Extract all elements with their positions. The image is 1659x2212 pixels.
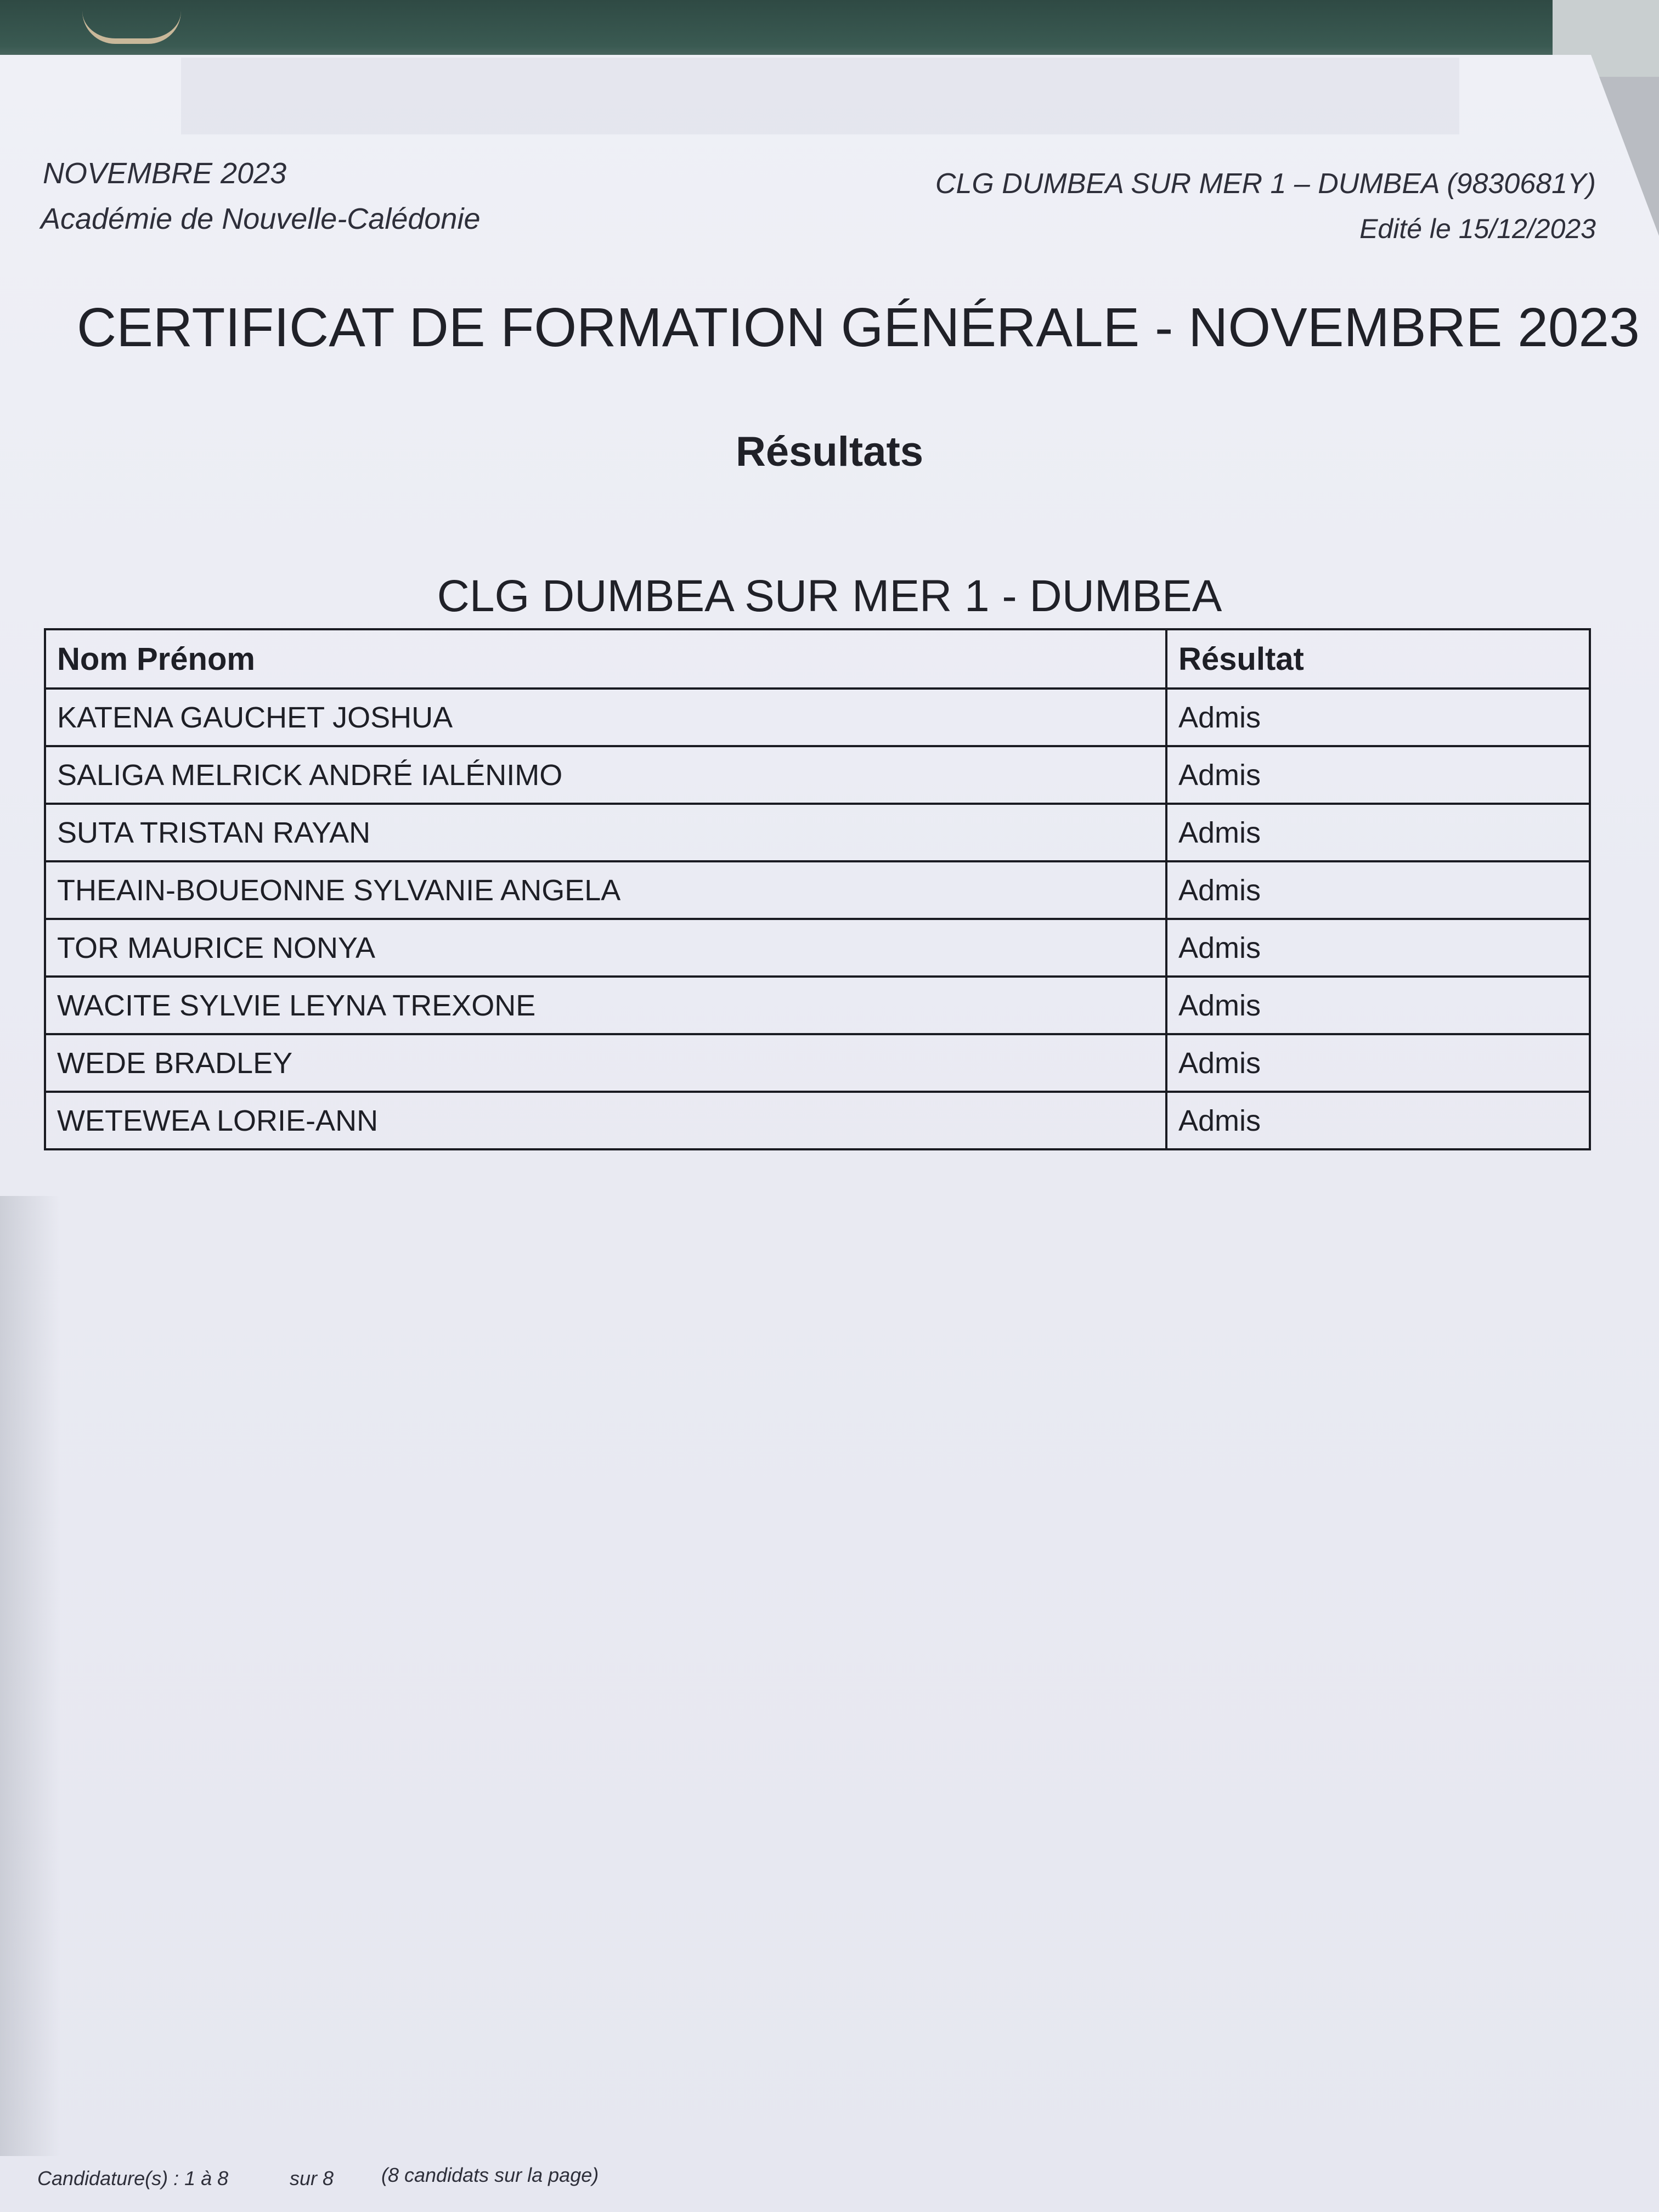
candidate-name: THEAIN-BOUEONNE SYLVANIE ANGELA: [45, 861, 1166, 919]
hanging-string: [82, 0, 181, 44]
candidate-result: Admis: [1166, 804, 1590, 861]
candidate-name: WACITE SYLVIE LEYNA TREXONE: [45, 977, 1166, 1034]
candidate-result: Admis: [1166, 746, 1590, 804]
candidate-result: Admis: [1166, 919, 1590, 977]
table-header-row: [45, 629, 1590, 689]
column-header-result: Résultat: [1166, 629, 1590, 689]
column-header-name: Nom Prénom: [45, 629, 1166, 689]
header-academy: Académie de Nouvelle-Calédonie: [41, 202, 481, 235]
table-row: [45, 1034, 1590, 1092]
footer-total: sur 8: [290, 2167, 334, 2190]
footer-note: (8 candidats sur la page): [381, 2164, 599, 2186]
candidate-name: KATENA GAUCHET JOSHUA: [45, 689, 1166, 746]
results-table: [44, 628, 1591, 1150]
candidate-result: Admis: [1166, 1092, 1590, 1149]
table-row: [45, 977, 1590, 1034]
candidate-name: WETEWEA LORIE-ANN: [45, 1092, 1166, 1149]
candidate-result: Admis: [1166, 1034, 1590, 1092]
table-row: [45, 861, 1590, 919]
candidate-name: SALIGA MELRICK ANDRÉ IALÉNIMO: [45, 746, 1166, 804]
tape-strip: [181, 58, 1459, 134]
candidate-result: Admis: [1166, 861, 1590, 919]
candidate-name: TOR MAURICE NONYA: [45, 919, 1166, 977]
table-row: [45, 804, 1590, 861]
footer-range: Candidature(s) : 1 à 8: [37, 2167, 229, 2190]
header-date: NOVEMBRE 2023: [43, 157, 287, 190]
page-title: CERTIFICAT DE FORMATION GÉNÉRALE - NOVEMBRE 2023: [77, 297, 1640, 358]
table-row: [45, 689, 1590, 746]
candidate-result: Admis: [1166, 689, 1590, 746]
page-subtitle: Résultats: [735, 428, 924, 475]
candidate-result: Admis: [1166, 977, 1590, 1034]
table-row: [45, 919, 1590, 977]
paper-shadow: [0, 1196, 60, 2156]
table-row: [45, 746, 1590, 804]
candidate-name: SUTA TRISTAN RAYAN: [45, 804, 1166, 861]
header-edit-date: Edité le 15/12/2023: [1359, 213, 1596, 244]
school-name: CLG DUMBEA SUR MER 1 - DUMBEA: [437, 571, 1222, 621]
candidate-name: WEDE BRADLEY: [45, 1034, 1166, 1092]
header-school-code: CLG DUMBEA SUR MER 1 – DUMBEA (9830681Y): [935, 168, 1596, 200]
table-row: [45, 1092, 1590, 1149]
